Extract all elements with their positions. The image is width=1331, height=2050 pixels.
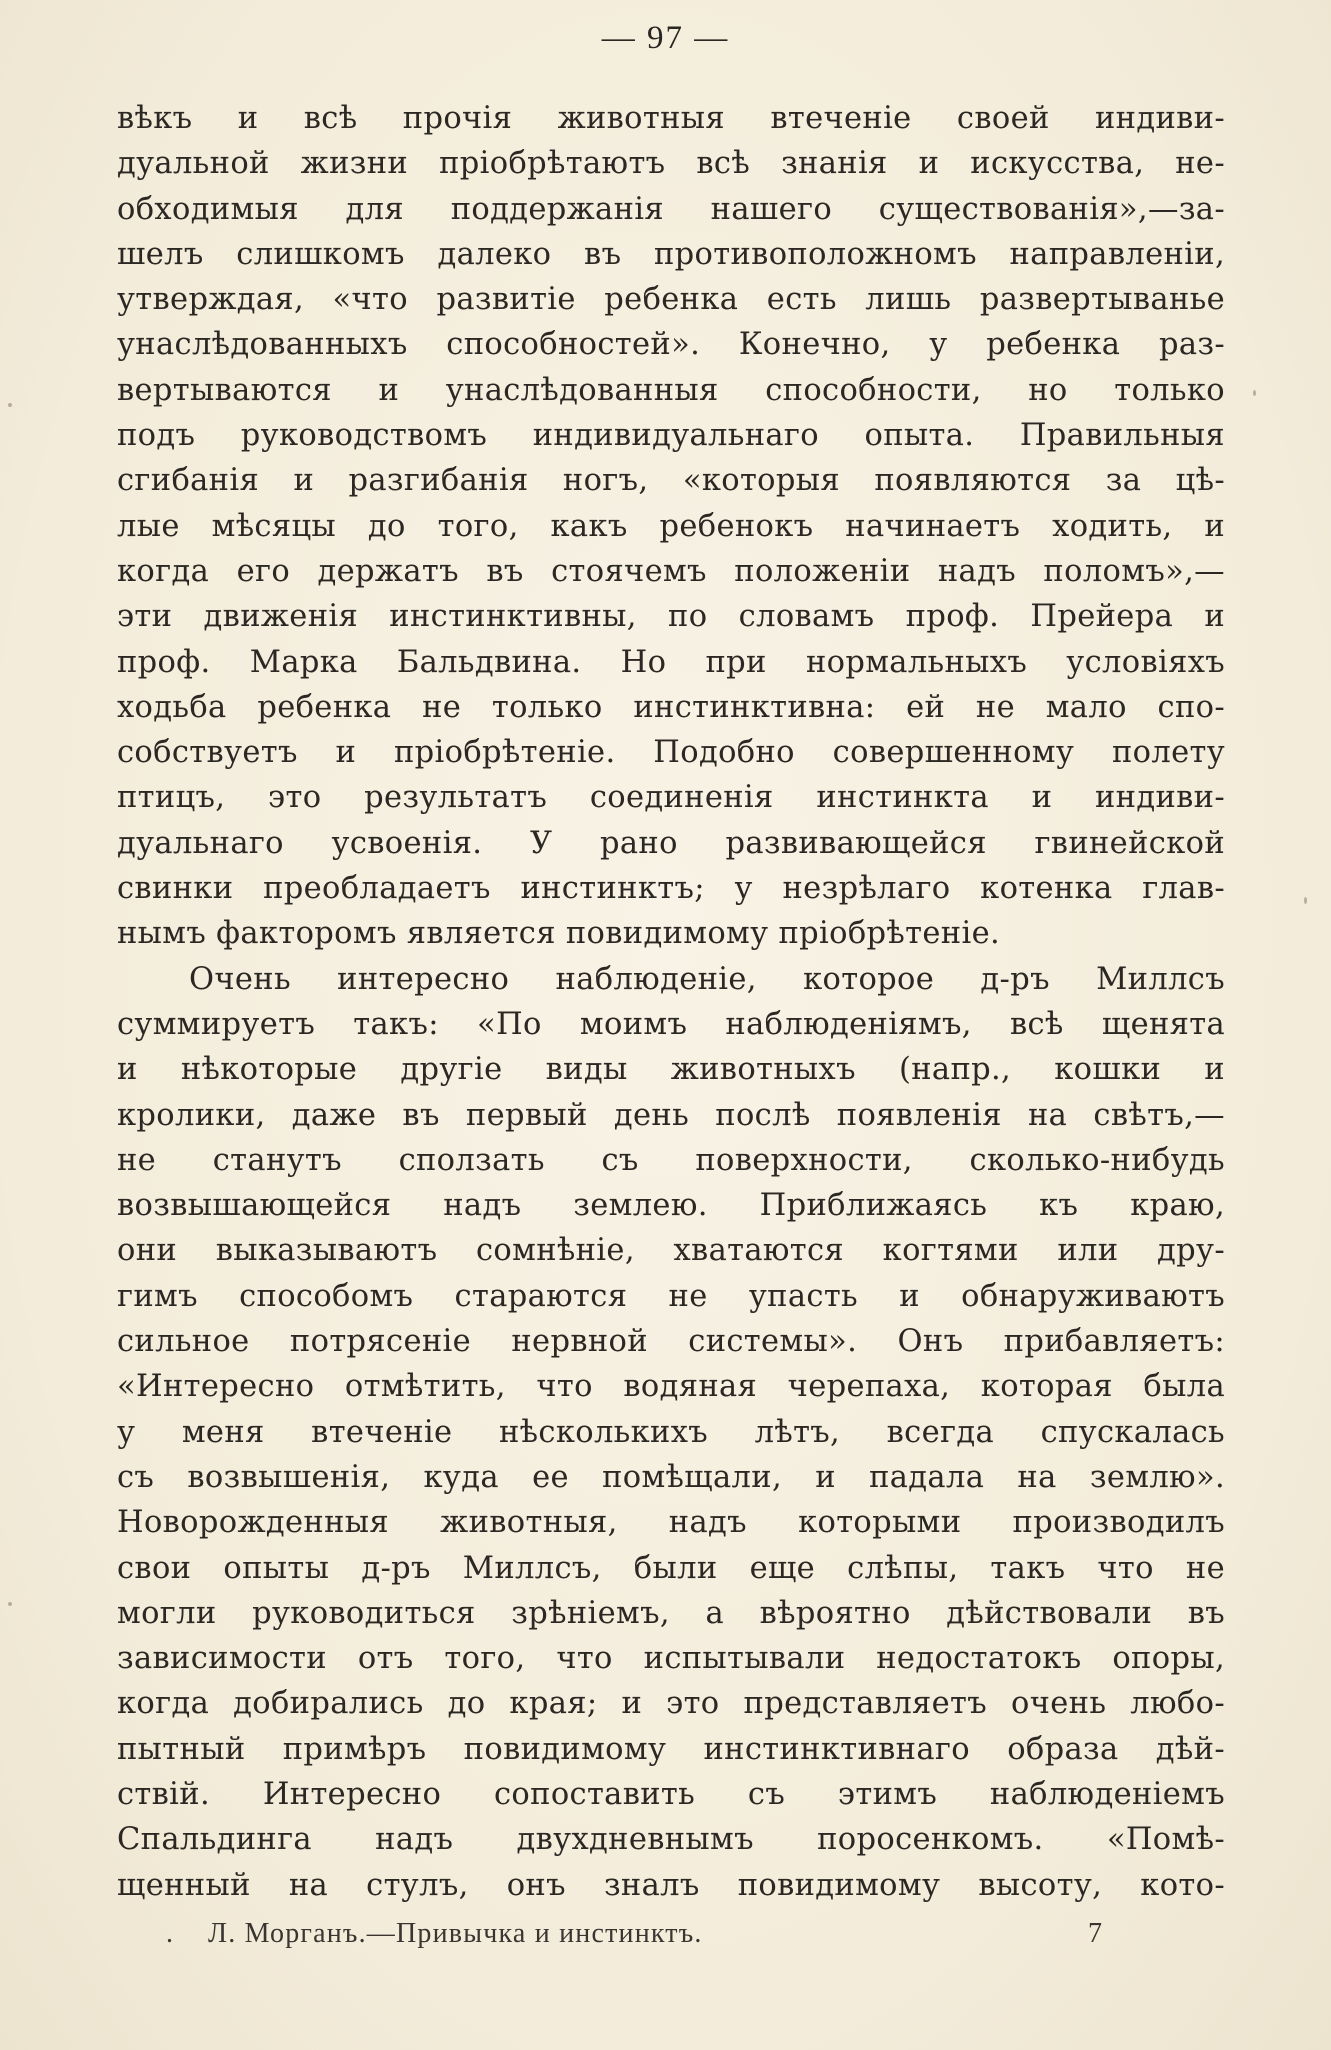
text-line: ствій. Интересно сопоставить съ этимъ наблюденіемъ: [117, 1776, 1225, 1812]
text-line: могли руководиться зрѣніемъ, а вѣроятно дѣйствовали въ: [117, 1595, 1225, 1631]
text-line: «Интересно отмѣтить, что водяная черепаха, которая была: [117, 1369, 1225, 1405]
text-line: ходьба ребенка не только инстинктивна: ей не мало спо-: [117, 689, 1225, 725]
text-line: кролики, даже въ первый день послѣ появленія на свѣтъ,—: [117, 1097, 1225, 1133]
text-line: проф. Марка Бальдвина. Но при нормальныхъ условіяхъ: [117, 644, 1225, 680]
text-line: гимъ способомъ стараются не упасть и обнаруживаютъ: [117, 1278, 1225, 1314]
text-line: дуальнаго усвоенія. У рано развивающейся гвинейской: [117, 825, 1225, 861]
text-line: дуальной жизни пріобрѣтаютъ всѣ знанія и искусства, не-: [117, 146, 1225, 182]
footer-dot: .: [166, 1918, 173, 1949]
text-line: пытный примѣръ повидимому инстинктивнаго образа дѣй-: [117, 1731, 1225, 1767]
paper-speck: [1253, 390, 1256, 396]
text-line: птицъ, это результатъ соединенія инстинкта и индиви-: [117, 780, 1225, 816]
text-line: зависимости отъ того, что испытывали недостатокъ опоры,: [117, 1641, 1225, 1677]
text-line: свинки преобладаетъ инстинктъ; у незрѣлаго котенка глав-: [117, 871, 1225, 907]
page-footer: [0, 1918, 1331, 1958]
text-line: сгибанія и разгибанія ногъ, «которыя появляются за цѣ-: [117, 463, 1225, 499]
text-line: Новорожденныя животныя, надъ которыми производилъ: [117, 1505, 1225, 1541]
text-line: не станутъ сползать съ поверхности, сколько-нибудь: [117, 1142, 1225, 1178]
text-line: нымъ факторомъ является повидимому пріобрѣтеніе.: [117, 916, 1001, 952]
text-line: свои опыты д-ръ Миллсъ, были еще слѣпы, такъ что не: [117, 1550, 1225, 1586]
text-line: Спальдинга надъ двухдневнымъ поросенкомъ. «Помѣ-: [117, 1822, 1225, 1858]
page-number: — 97 —: [601, 20, 730, 56]
text-line: собствуетъ и пріобрѣтеніе. Подобно совершенному полету: [117, 735, 1225, 771]
text-line: возвышающейся надъ землею. Приближаясь къ краю,: [117, 1188, 1225, 1224]
text-line: подъ руководствомъ индивидуальнаго опыта. Правильныя: [117, 418, 1225, 454]
text-line: унаслѣдованныхъ способностей». Конечно, у ребенка раз-: [117, 327, 1225, 363]
text-line: эти движенія инстинктивны, по словамъ проф. Прейера и: [117, 599, 1225, 635]
text-line: когда его держатъ въ стоячемъ положеніи надъ поломъ»,—: [117, 553, 1225, 589]
paper-speck: [8, 1602, 12, 1606]
paper-speck: [8, 403, 12, 407]
text-line: у меня втеченіе нѣсколькихъ лѣтъ, всегда спускалась: [117, 1414, 1225, 1450]
footer-signature-text: Л. Морганъ.—Привычка и инстинктъ.: [208, 1918, 703, 1949]
body-text: [117, 96, 1225, 1908]
text-line: когда добирались до края; и это представляетъ очень любо-: [117, 1686, 1225, 1722]
paper-speck: [1304, 897, 1307, 904]
text-line: съ возвышенія, куда ее помѣщали, и падала на землю».: [117, 1459, 1225, 1495]
text-line: вѣкъ и всѣ прочія животныя втеченіе своей индиви-: [117, 101, 1225, 136]
text-line: обходимыя для поддержанія нашего существованія»,—за-: [117, 191, 1225, 227]
text-line: щенный на стулъ, онъ зналъ повидимому высоту, кото-: [117, 1867, 1225, 1903]
text-line: и нѣкоторые другіе виды животныхъ (напр., кошки и: [117, 1052, 1225, 1088]
text-line: Очень интересно наблюденіе, которое д-ръ Миллсъ: [189, 961, 1225, 997]
text-line: лые мѣсяцы до того, какъ ребенокъ начинаетъ ходить, и: [117, 508, 1225, 544]
text-line: шелъ слишкомъ далеко въ противоположномъ направленіи,: [117, 236, 1225, 272]
text-line: вертываются и унаслѣдованныя способности, но только: [117, 372, 1225, 408]
text-line: суммируетъ такъ: «По моимъ наблюденіямъ, всѣ щенята: [117, 1006, 1225, 1042]
signature-mark: 7: [1088, 1918, 1102, 1949]
text-line: они выказываютъ сомнѣніе, хватаются когтями или дру-: [117, 1233, 1225, 1269]
text-line: сильное потрясеніе нервной системы». Онъ прибавляетъ:: [117, 1324, 1225, 1360]
text-line: утверждая, «что развитіе ребенка есть лишь развертыванье: [117, 282, 1225, 318]
